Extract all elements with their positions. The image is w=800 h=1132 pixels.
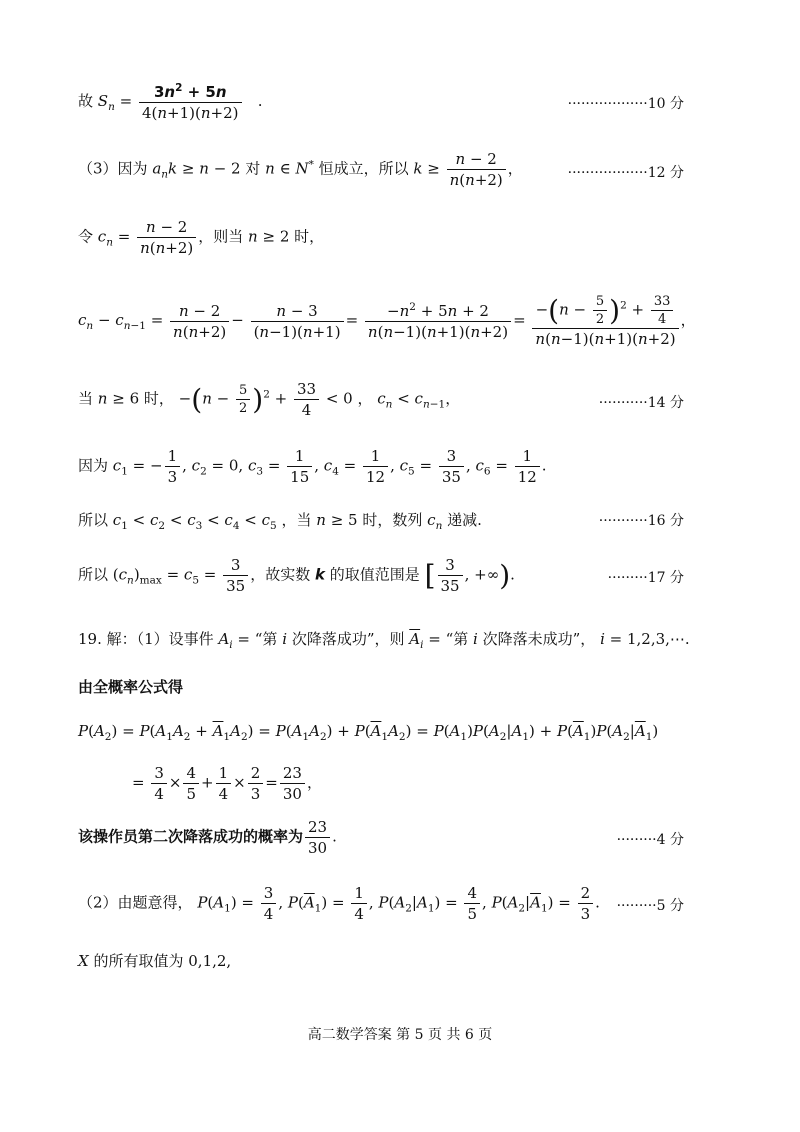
line-q19-events: 19. 解：（1）设事件 $A_i$ = “第 i 次降落成功”，则 $\overline{A}_i$ = “第 i 次降落未成功”， i = 1,2,3,⋯. [78, 630, 690, 651]
score-10: ··················10 分 [567, 96, 684, 112]
line-sn-formula: 故 $S_n$ = $\frac{3n^2 + 5n}{4(n+1)(n+2)}$ . [78, 82, 263, 122]
score-12: ··················12 分 [567, 165, 684, 181]
page-footer: 高二数学答案 第 5 页 共 6 页 [307, 1027, 493, 1043]
line-part2-given: （2）由题意得， $P(A_1)$ = $\frac{3}{4}$ , $P(\overline{A}_1)$ = $\frac{1}{4}$ , $P(A_2|A_1)$ = $\frac{4}{5}$ , $P(A_2|\overline{A}_1)$ = $\frac{2}{3}$ . [78, 884, 600, 923]
line-pa2-expansion: $P(A_2) = P(A_1A_2 + \overline{A}_1A_2) = P(A_1A_2) + P(\overline{A}_1A_2) = P(A_1)P(A_2|A_1) + P(\overline{A}_1)P(A_2|\overline{A}_1)$ [78, 722, 659, 743]
line-second-success: 该操作员第二次降落成功的概率为 $\frac{23}{30}$ . [78, 818, 337, 857]
line-c-values: 因为 $c_1$ = − $\frac{1}{3}$ , $c_2 = 0$, $c_3$ = $\frac{1}{15}$ , $c_4$ = $\frac{1}{12}$ , $c_5$ = $\frac{3}{35}$ , $c_6$ = $\frac{1}{12}$ . [78, 447, 547, 486]
score-16: ···········16 分 [598, 513, 684, 529]
line-n-ge-6: 当 n ≥ 6 时， −(n − $\frac{5}{2}$ )$^2$ + $\frac{33}{4}$ < 0 ， $c_n < c_{n-1}$， [78, 380, 461, 419]
line-pa2-value: = $\frac{3}{4}$ × $\frac{4}{5}$ + $\frac{1}{4}$ × $\frac{2}{3}$ = $\frac{23}{30}$ ， [132, 764, 322, 803]
score-4: ·········4 分 [616, 832, 684, 848]
score-5: ·········5 分 [616, 898, 684, 914]
line-define-cn: 令 $c_n$ = $\frac{n - 2}{n(n+2)}$ ，则当 n ≥ 2 时， [78, 218, 325, 257]
line-texts [0, 0, 1, 1]
score-14: ···········14 分 [598, 395, 684, 411]
line-part3-condition: （3）因为 $a_nk \ge n - 2$ 对 n ∈ N* 恒成立，所以 k ≥ $\frac{n - 2}{n(n+2)}$ ， [78, 150, 523, 189]
line-monotone: 所以 $c_1 < c_2 < c_3 < c_4 < c_5$ ，当 n ≥ 5 时，数列 $c_n$ 递减. [78, 511, 482, 532]
line-range-k: 所以 $(c_n)_{max} = c_5$ = $\frac{3}{35}$ ，故实数 k 的取值范围是 [ $\frac{3}{35}$ , +∞). [78, 556, 515, 595]
line-cn-difference: $c_n - c_{n-1}$ = $\frac{n - 2}{n(n+2)}$ − $\frac{n - 3}{(n-1)(n+1)}$ = $\frac{-n^2 + 5n + 2}{n(n-1)(n+1)(n+2)}$ = −(n − $\frac{5}{2}$ )$^2$ + $\frac{33}{4}$ n(n−1)(n+1)(n+2) ， [78, 294, 696, 348]
line-total-probability: 由全概率公式得 [78, 678, 184, 696]
line-x-values: X 的所有取值为 0,1,2, [78, 952, 232, 970]
score-17: ·········17 分 [607, 570, 684, 586]
